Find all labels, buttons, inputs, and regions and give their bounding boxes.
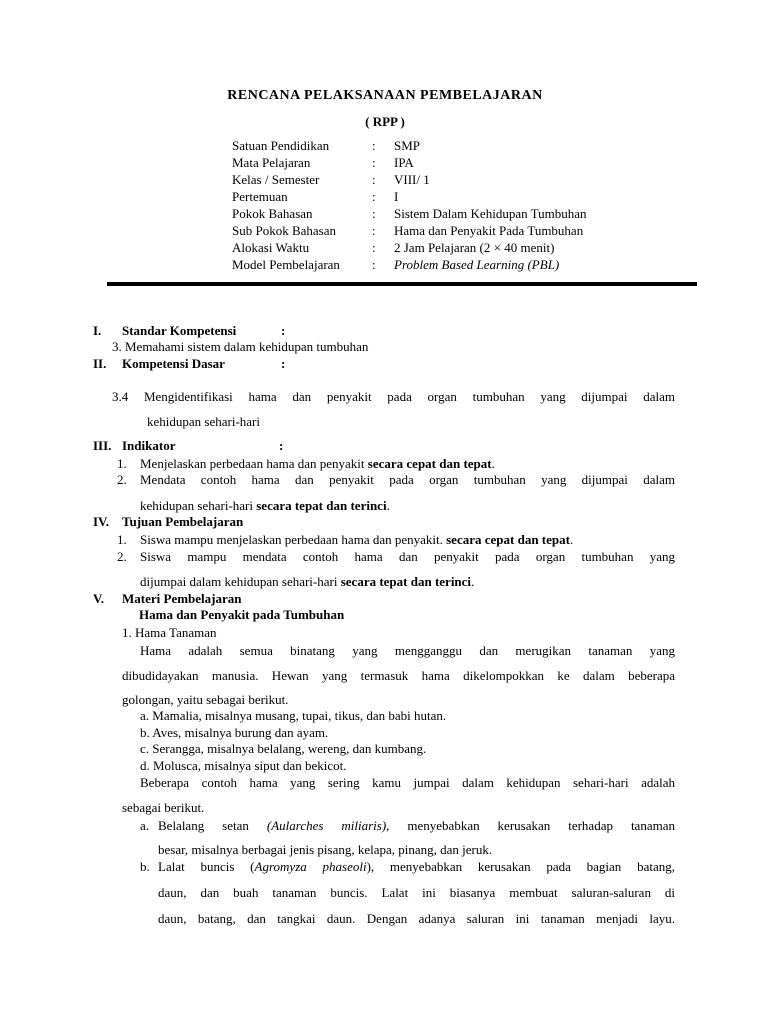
identity-value: Sistem Dalam Kehidupan Tumbuhan: [394, 206, 587, 221]
identity-value: IPA: [394, 155, 414, 170]
identity-colon: :: [372, 155, 376, 170]
identity-value: I: [394, 189, 399, 204]
list-item: [140, 532, 573, 548]
identity-colon: :: [372, 223, 376, 238]
section-number: II.: [93, 356, 107, 371]
list-item: Mendata contoh hama dan penyakit pada organ tumbuhan yang dijumpai dalam: [140, 472, 675, 487]
paragraph-line: Beberapa contoh hama yang sering kamu jumpai dalam kehidupan sehari-hari adalah: [140, 775, 675, 790]
section-text: 3. Memahami sistem dalam kehidupan tumbuhan: [112, 339, 369, 354]
section-number: IV.: [93, 514, 110, 529]
section-number: I.: [93, 323, 102, 338]
header-divider: [107, 282, 697, 286]
section-heading: Indikator: [122, 438, 176, 453]
list-item: daun, batang, dan tangkai daun. Dengan adanya saluran ini tanaman menjadi layu.: [158, 911, 675, 926]
identity-colon: :: [372, 257, 376, 272]
list-item-emphasis: secara cepat dan tepat: [446, 532, 570, 547]
list-item: c. Serangga, misalnya belalang, wereng, dan kumbang.: [140, 741, 427, 756]
material-subheading: Hama dan Penyakit pada Tumbuhan: [139, 607, 345, 622]
list-item-text: dijumpai dalam kehidupan sehari-hari: [140, 574, 341, 589]
list-item-end: .: [386, 498, 390, 513]
list-number: 1.: [117, 532, 127, 547]
list-item-emphasis: secara tepat dan terinci: [340, 574, 472, 589]
list-number: 2.: [117, 549, 127, 564]
identity-key: Alokasi Waktu: [232, 240, 310, 255]
list-item-text: Belalang setan: [158, 818, 267, 833]
section-heading: Materi Pembelajaran: [122, 591, 242, 606]
identity-value: 2 Jam Pelajaran (2 × 40 menit): [394, 240, 555, 255]
paragraph-line: golongan, yaitu sebagai berikut.: [122, 692, 289, 707]
list-number: b.: [140, 859, 150, 874]
document-subtitle: ( RPP ): [365, 114, 405, 129]
section-text: 3.4 Mengidentifikasi hama dan penyakit pada organ tumbuhan yang dijumpai dalam: [112, 389, 675, 404]
identity-colon: :: [372, 172, 376, 187]
list-item-text: Lalat buncis (: [158, 859, 255, 874]
paragraph-line: sebagai berikut.: [122, 800, 205, 815]
list-item-text: kehidupan sehari-hari: [140, 498, 257, 513]
identity-colon: :: [372, 206, 376, 221]
identity-value: VIII/ 1: [394, 172, 430, 187]
list-item: [158, 859, 675, 875]
section-text: kehidupan sehari-hari: [147, 414, 260, 429]
list-item: a. Mamalia, misalnya musang, tupai, tikus, dan babi hutan.: [140, 708, 447, 723]
section-number: III.: [93, 438, 112, 453]
list-item-emphasis: secara tepat dan terinci: [256, 498, 387, 513]
list-item-text: Menjelaskan perbedaan hama dan penyakit: [140, 456, 368, 471]
identity-key: Satuan Pendidikan: [232, 138, 330, 153]
list-number: a.: [140, 818, 150, 833]
list-item: b. Aves, misalnya burung dan ayam.: [140, 725, 329, 740]
list-item-end: .: [569, 532, 574, 547]
list-item: [158, 818, 675, 834]
section-heading: Tujuan Pembelajaran: [122, 514, 244, 529]
material-subtitle: 1. Hama Tanaman: [122, 625, 217, 640]
paragraph-line: dibudidayakan manusia. Hewan yang termasuk hama dikelompokkan ke dalam beberapa: [122, 668, 675, 683]
list-number: 2.: [117, 472, 127, 487]
list-item-end: .: [491, 456, 495, 471]
document-title: RENCANA PELAKSANAAN PEMBELAJARAN: [227, 88, 543, 103]
identity-colon: :: [372, 138, 376, 153]
identity-value: Problem Based Learning (PBL): [394, 257, 560, 272]
list-item-text: Siswa mampu menjelaskan perbedaan hama dan penyakit.: [140, 532, 447, 547]
identity-key: Sub Pokok Bahasan: [232, 223, 336, 238]
identity-value: Hama dan Penyakit Pada Tumbuhan: [394, 223, 584, 238]
list-item: [140, 574, 474, 590]
list-item-end: .: [471, 574, 475, 589]
section-heading: Kompetensi Dasar: [122, 356, 225, 371]
identity-key: Pokok Bahasan: [232, 206, 313, 221]
identity-key: Model Pembelajaran: [232, 257, 340, 272]
list-item: [140, 456, 495, 472]
section-colon: :: [279, 438, 284, 453]
identity-key: Mata Pelajaran: [232, 155, 311, 170]
paragraph-line: Hama adalah semua binatang yang mengganggu dan merugikan tanaman yang: [140, 643, 675, 658]
list-item: d. Molusca, misalnya siput dan bekicot.: [140, 758, 347, 773]
list-item: Siswa mampu mendata contoh hama dan penyakit pada organ tumbuhan yang: [140, 549, 675, 564]
section-heading: Standar Kompetensi: [122, 323, 237, 338]
list-item: daun, dan buah tanaman buncis. Lalat ini biasanya membuat saluran-saluran di: [158, 885, 675, 900]
list-item: [140, 498, 390, 514]
identity-colon: :: [372, 189, 376, 204]
identity-key: Kelas / Semester: [232, 172, 320, 187]
section-number: V.: [93, 591, 104, 606]
list-item-text: , menyebabkan kerusakan terhadap tanaman: [386, 818, 675, 833]
species-name: Agromyza phaseoli: [254, 859, 367, 874]
species-name: (Aularches miliaris): [266, 818, 387, 833]
identity-key: Pertemuan: [232, 189, 288, 204]
section-colon: :: [281, 323, 286, 338]
list-number: 1.: [117, 456, 127, 471]
identity-colon: :: [372, 240, 376, 255]
list-item: besar, misalnya berbagai jenis pisang, kelapa, pinang, dan jeruk.: [158, 842, 493, 857]
section-colon: :: [281, 356, 286, 371]
list-item-emphasis: secara cepat dan tepat: [367, 456, 492, 471]
identity-value: SMP: [394, 138, 421, 153]
list-item-text: ), menyebabkan kerusakan pada bagian batang,: [366, 859, 675, 874]
